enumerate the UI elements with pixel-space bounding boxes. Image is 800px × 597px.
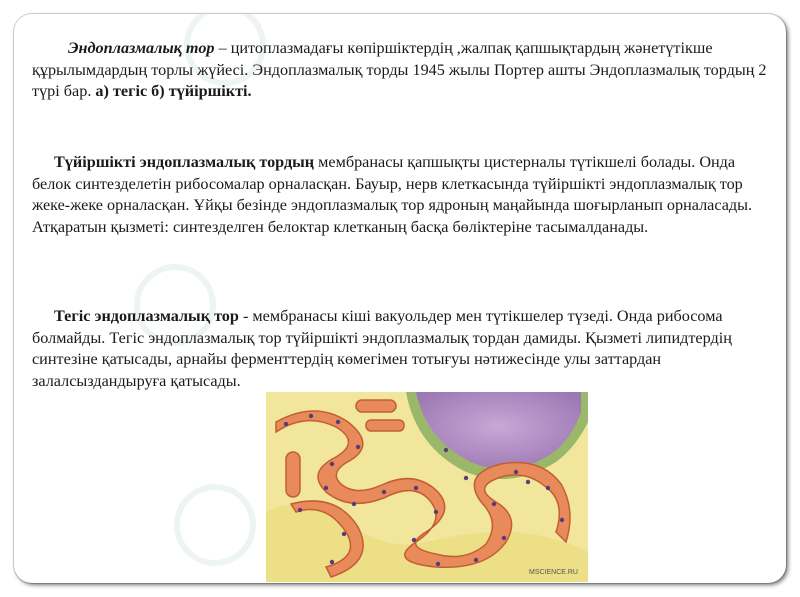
er-types: а) тегіс б) түйіршікті. xyxy=(95,82,252,100)
term-er: Эндоплазмалық тор xyxy=(68,39,215,57)
definition-text: – цитоплазмадағы көпіршіктердің ,жалпақ қапшықтардың жәнетүтікше құрылымдардың торлы жүйесі. Эндоплазмалық торды 1945 жылы Портер ашты Эндоплазмалық тордың 2 түрі бар. xyxy=(32,39,767,100)
paragraph-smooth-er xyxy=(32,306,772,392)
paragraph-definition xyxy=(32,38,772,103)
er-illustration-svg xyxy=(266,392,588,582)
watermark-logo xyxy=(174,484,256,566)
rough-er-text: мембранасы қапшықты цистерналы түтікшелі болады. Онда белок синтезделетін рибосомалар орналасқан. Бауыр, нерв клеткасында түйіршікті эндоплазмалық тор жеке-жеке орналасқан. Ұйқы безінде эндоплазмалық тор ядроның маңайында шоғырланып орналасады. Атқаратын қызметі: синтезделген белоктар клетканың басқа бөліктеріне тасымалданады. xyxy=(32,153,753,236)
er-illustration xyxy=(266,392,588,582)
term-rough-er: Түйіршікті эндоплазмалық тордың xyxy=(54,153,315,171)
slide xyxy=(14,14,786,583)
term-smooth-er: Тегіс эндоплазмалық тор xyxy=(54,307,239,325)
paragraph-rough-er xyxy=(32,152,772,238)
image-credit: MSCIENCE.RU xyxy=(528,569,578,576)
smooth-er-text: - мембранасы кіші вакуольдер мен түтікшелер түзеді. Онда рибосома болмайды. Тегіс эндоплазмалық тор түйіршікті эндоплазмалық тордан дамиды. Қызметі липидтердің синтезіне қатысады, арнайы ферменттердің көмегімен тотығуы нәтижесінде улы заттардан залалсыздандыруға қатысады. xyxy=(32,307,732,390)
